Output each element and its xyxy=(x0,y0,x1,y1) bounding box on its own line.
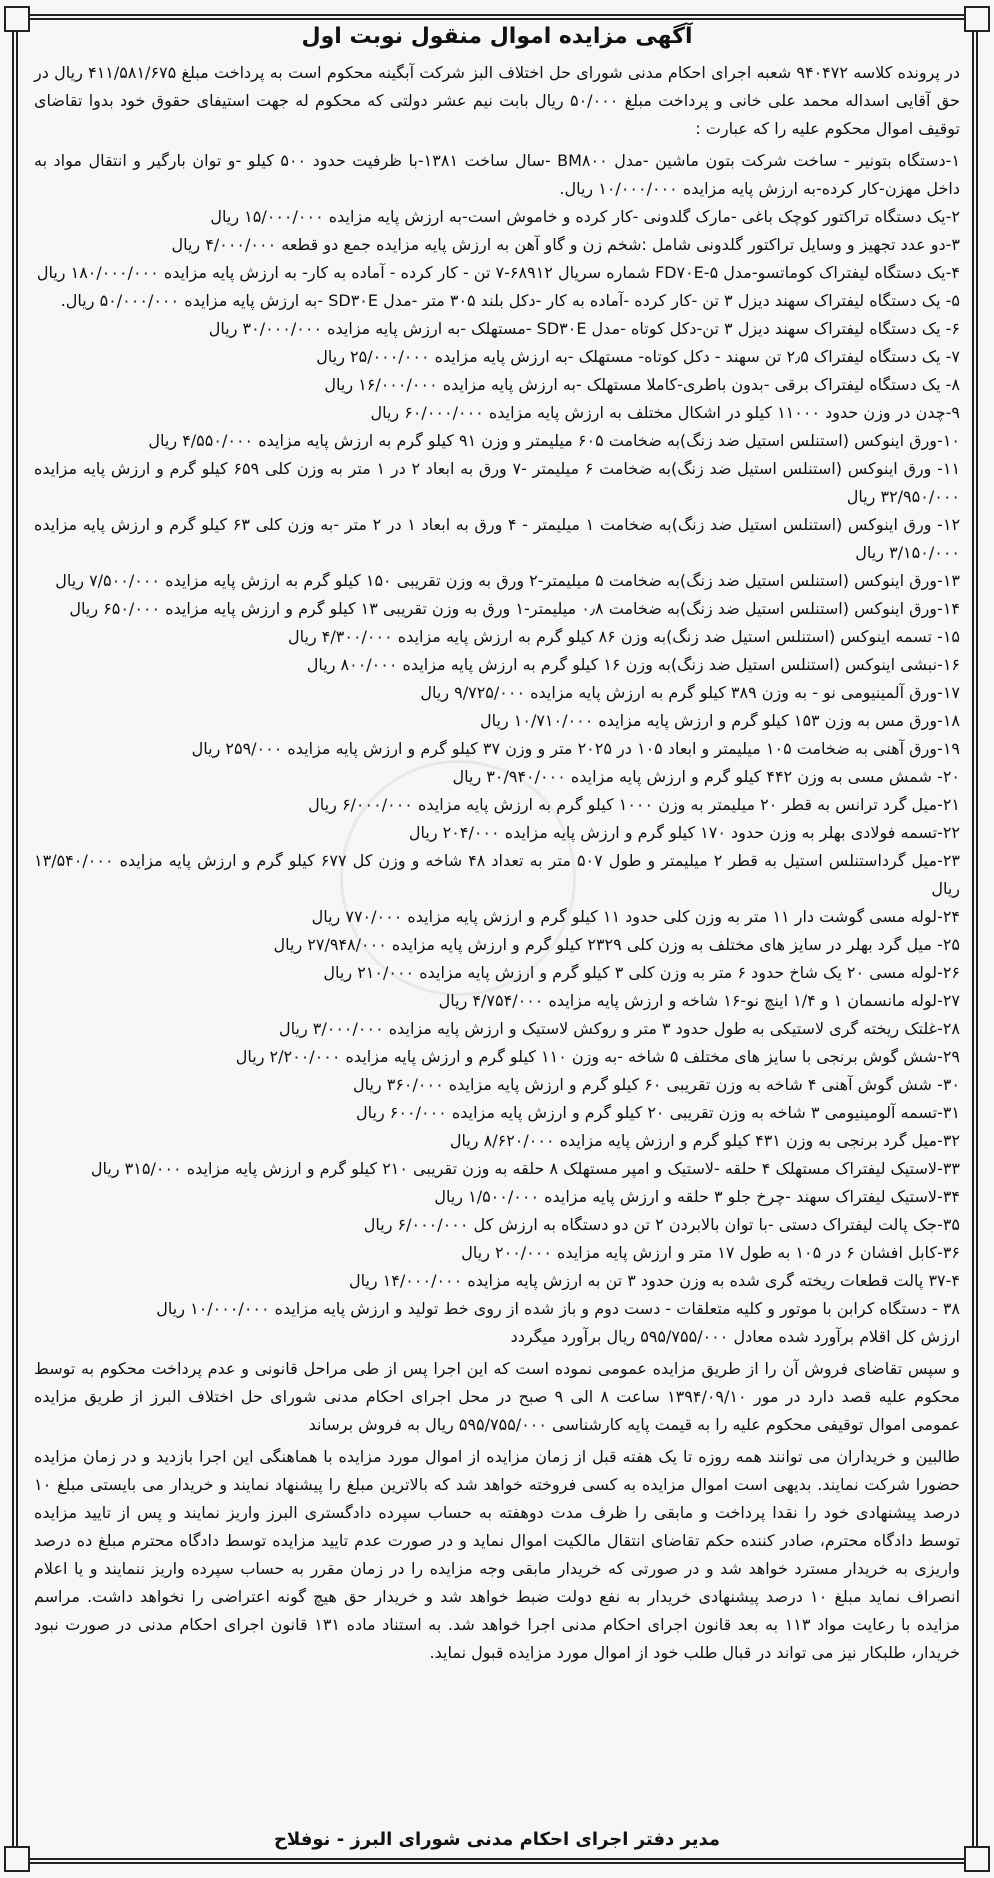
body-paragraph-1: و سپس تقاضای فروش آن را از طریق مزایده عمومی نموده است که این اجرا پس از طی مراحل قانونی و عدم پرداخت محکوم به توسط محکوم علیه قصد دارد در مور ۱۳۹۴/۰۹/۱۰ ساعت ۸ الی ۹ صبح در محل اجرای احکام مدنی شورای حل اختلاف البرز از طریق مزایده عمومی اموال توقیفی محکوم علیه را به قیمت پایه کارشناسی ۵۹۵/۷۵۵/۰۰۰ ریال به فروش برساند xyxy=(34,1359,960,1434)
list-item: ۲-یک دستگاه تراکتور کوچک باغی -مارک گلدونی -کار کرده و خاموش است-به ارزش پایه مزایده ۱۵/۰۰۰/۰۰۰ ریال xyxy=(210,207,960,226)
list-item: ۱۶-نبشی اینوکس (استنلس استیل ضد زنگ)به وزن ۱۶ کیلو گرم به ارزش پایه مزایده ۸۰۰/۰۰۰ ریال xyxy=(306,655,960,674)
corner-ornament xyxy=(964,1846,990,1872)
intro-paragraph: در پرونده کلاسه ۹۴۰۴۷۲ شعبه اجرای احکام مدنی شورای حل اختلاف البز شرکت آبگینه محکوم است به پرداخت مبلغ ۴۱۱/۵۸۱/۶۷۵ ریال در حق آقایی اسداله محمد علی خانی و پرداخت مبلغ ۵۰/۰۰۰ ریال بابت نیم عشر دولتی که محکوم له جهت استیفای حقوق خود بدوا تقاضای توقیف اموال محکوم علیه را که عبارت : xyxy=(34,63,961,138)
list-item: ۲۲-تسمه فولادی بهلر به وزن حدود ۱۷۰ کیلو گرم و ارزش پایه مزایده ۲۰۴/۰۰۰ ریال xyxy=(408,823,960,842)
list-item: ۷- یک دستگاه لیفتراک ۲٫۵ تن سهند - دکل کوتاه- مستهلک -به ارزش پایه مزایده ۲۵/۰۰۰/۰۰۰ ریال xyxy=(316,347,960,366)
list-item: ۱-دستگاه بتونیر - ساخت شرکت بتون ماشین -مدل BM۸۰۰ -سال ساخت ۱۳۸۱-با ظرفیت حدود ۵۰۰ کیلو -و توان بارگیر و انتقال مواد به داخل مهزن-کار کرده-به ارزش پایه مزایده ۱۰/۰۰۰/۰۰۰ ریال. xyxy=(34,151,961,198)
corner-ornament xyxy=(964,6,990,32)
list-item: ۳۴-لاستیک لیفتراک سهند -چرخ جلو ۳ حلقه و ارزش پایه مزایده ۱/۵۰۰/۰۰۰ ریال xyxy=(434,1187,960,1206)
list-item: ۲۶-لوله مسی ۲۰ یک شاخ حدود ۶ متر به وزن کلی ۳ کیلو گرم و ارزش پایه مزایده ۲۱۰/۰۰۰ ریال xyxy=(323,963,960,982)
notice-title: آگهی مزایده اموال منقول نوبت اول xyxy=(301,24,693,49)
notice-content xyxy=(34,22,960,1854)
corner-ornament xyxy=(4,1846,30,1872)
list-item: ۴-یک دستگاه لیفتراک کوماتسو-مدل FD۷۰E-۵ شماره سریال ۶۸۹۱۲-۷ تن - کار کرده - آماده به کار- به ارزش پایه مزایده ۱۸۰/۰۰۰/۰۰۰ ریال xyxy=(36,263,960,282)
list-item: ۲۱-میل گرد ترانس به قطر ۲۰ میلیمتر به وزن ۱۰۰۰ کیلو گرم به ارزش پایه مزایده ۶/۰۰۰/۰۰۰ ریال xyxy=(308,795,960,814)
list-item: ۳۵-جک پالت لیفتراک دستی -با توان بالابردن ۲ تن دو دستگاه به ارزش کل ۶/۰۰۰/۰۰۰ ریال xyxy=(363,1215,960,1234)
list-item: ۳۰- شش گوش آهنی ۴ شاخه به وزن تقریبی ۶۰ کیلو گرم و ارزش پایه مزایده ۳۶۰/۰۰۰ ریال xyxy=(352,1075,960,1094)
list-item: ۲۸-غلتک ریخته گری لاستیکی به طول حدود ۳ متر و روکش لاستیک و ارزش پایه مزایده ۳/۰۰۰/۰۰۰ ریال xyxy=(278,1019,960,1038)
corner-ornament xyxy=(4,6,30,32)
list-item: ۶- یک دستگاه لیفتراک سهند دیزل ۳ تن-دکل کوتاه -مدل SD۳۰E -مستهلک -به ارزش پایه مزایده ۳۰/۰۰۰/۰۰۰ ریال xyxy=(208,319,960,338)
list-item: ۸- یک دستگاه لیفتراک برقی -بدون باطری-کاملا مستهلک -به ارزش پایه مزایده ۱۶/۰۰۰/۰۰۰ ریال xyxy=(324,375,960,394)
list-item: ۱۲- ورق اینوکس (استنلس استیل ضد زنگ)به ضخامت ۱ میلیمتر - ۴ ورق به ابعاد ۱ در ۲ متر -به وزن کلی ۶۳ کیلو گرم و ارزش پایه مزایده ۳/۱۵۰/۰۰۰ ریال xyxy=(34,515,961,562)
list-item: ۲۳-میل گرداستنلس استیل به قطر ۲ میلیمتر و طول ۵۰۷ متر به تعداد ۴۸ شاخه و وزن کل ۶۷۷ کیلو گرم و ارزش پایه مزایده ۱۳/۵۴۰/۰۰۰ ریال xyxy=(34,851,960,898)
list-item: ۱۰-ورق اینوکس (استنلس استیل ضد زنگ)به ضخامت ۶۰۵ میلیمتر و وزن ۹۱ کیلو گرم به ارزش پایه مزایده ۴/۵۵۰/۰۰۰ ریال xyxy=(148,431,960,450)
list-item: ۱۹-ورق آهنی به ضخامت ۱۰۵ میلیمتر و ابعاد ۱۰۵ در ۲۰۲۵ متر و وزن ۳۷ کیلو گرم و ارزش پایه مزایده ۲۵۹/۰۰۰ ریال xyxy=(191,739,960,758)
list-item: ۱۳-ورق اینوکس (استنلس استیل ضد زنگ)به ضخامت ۵ میلیمتر-۲ ورق به وزن تقریبی ۱۵۰ کیلو گرم به ارزش پایه مزایده ۷/۵۰۰/۰۰۰ ریال xyxy=(55,571,960,590)
list-item: ۳۱-تسمه آلومینیومی ۳ شاخه به وزن تقریبی ۲۰ کیلو گرم و ارزش پایه مزایده ۶۰۰/۰۰۰ ریال xyxy=(356,1103,960,1122)
list-item: ۵- یک دستگاه لیفتراک سهند دیزل ۳ تن -کار کرده -آماده به کار -دکل بلند ۳۰۵ متر -مدل SD۳۰E -به ارزش پایه مزایده ۵۰/۰۰۰/۰۰۰ ریال. xyxy=(60,291,960,310)
list-item: ۲۰- شمش مسی به وزن ۴۴۲ کیلو گرم و ارزش پایه مزایده ۳۰/۹۴۰/۰۰۰ ریال xyxy=(452,767,960,786)
list-item: ۲۹-شش گوش برنجی با سایز های مختلف ۵ شاخه -به وزن ۱۱۰ کیلو گرم و ارزش پایه مزایده ۲/۲۰۰/۰۰۰ ریال xyxy=(235,1047,960,1066)
body-paragraph-2: طالبین و خریداران می توانند همه روزه تا یک هفته قبل از زمان مزایده از اموال مورد مزایده با هماهنگی این اجرا بازدید و در زمان مزایده حضورا شرکت نمایند. بدیهی است اموال مزایده به کسی فروخته خواهد شد که بالاترین مبلغ را پیشنهاد نمایند و خریدار می بایستی مبلغ ۱۰ درصد پیشنهادی خود را نقدا پرداخت و مابقی را ظرف مدت دوهفته به حساب سپرده دادگستری البرز واریز نمایند و پس از تایید مزایده توسط دادگاه محترم، صادر کننده حکم تقاضای انتقال مالکیت اموال نماید و در صورت عدم تایید مزایده توسط دادگاه محترم مبلغ ده درصد واریزی به خریدار مسترد خواهد شد و در صورتی که خریدار مابقی وجه مزایده را در زمان مقرر به حساب سپرده واریز ننمایند و یا اعلام انصراف نماید مبلغ ۱۰ درصد پیشنهادی خریدار به نفع دولت ضبط خواهد شد و خریدار حق هیچ گونه اعتراضی را نخواهد داشت. مراسم مزایده با رعایت مواد ۱۱۳ به بعد قانون اجرای احکام مدنی اجرا خواهد شد. به استناد ماده ۱۳۱ قانون اجرای احکام مدنی در صورت نبود خریدار، طلبکار نیز می تواند در قبال طلب خود از اموال مورد مزایده قبول نماید. xyxy=(34,1447,961,1662)
list-item: ۱۷-ورق آلمینیومی نو - به وزن ۳۸۹ کیلو گرم به ارزش پایه مزایده ۹/۷۲۵/۰۰۰ ریال xyxy=(420,683,960,702)
list-item: ۹-چدن در وزن حدود ۱۱۰۰۰ کیلو در اشکال مختلف به ارزش پایه مزایده ۶۰/۰۰۰/۰۰۰ ریال xyxy=(370,403,960,422)
notice-signature: مدیر دفتر اجرای احکام مدنی شورای البرز - نوفلاح xyxy=(273,1829,721,1850)
list-item: ۲۷-لوله مانسمان ۱ و ۱/۴ اینچ نو-۱۶ شاخه و ارزش پایه مزایده ۴/۷۵۴/۰۰۰ ریال xyxy=(438,991,960,1010)
total-value: ارزش کل اقلام برآورد شده معادل ۵۹۵/۷۵۵/۰۰۰ ریال برآورد میگردد xyxy=(510,1327,960,1346)
list-item: ۱۸-ورق مس به وزن ۱۵۳ کیلو گرم و ارزش پایه مزایده ۱۰/۷۱۰/۰۰۰ ریال xyxy=(479,711,960,730)
item-list xyxy=(34,147,960,1323)
list-item: ۲۴-لوله مسی گوشت دار ۱۱ متر به وزن کلی حدود ۱۱ کیلو گرم و ارزش پایه مزایده ۷۷۰/۰۰۰ ریال xyxy=(311,907,960,926)
list-item: ۳۳-لاستیک لیفتراک مستهلک ۴ حلقه -لاستیک و امپر مستهلک ۸ حلقه به وزن تقریبی ۲۱۰ کیلو گرم و ارزش پایه مزایده ۳۱۵/۰۰۰ ریال xyxy=(90,1159,960,1178)
list-item: ۳۷-۴ پالت قطعات ریخته گری شده به وزن حدود ۳ تن به ارزش پایه مزایده ۱۴/۰۰۰/۰۰۰ ریال xyxy=(348,1271,960,1290)
list-item: ۳۸ - دستگاه کرابن با موتور و کلیه متعلقات - دست دوم و باز شده از روی خط تولید و ارزش پایه مزایده ۱۰/۰۰۰/۰۰۰ ریال xyxy=(156,1299,960,1318)
list-item: ۱۵- تسمه اینوکس (استنلس استیل ضد زنگ)به وزن ۸۶ کیلو گرم به ارزش پایه مزایده ۴/۳۰۰/۰۰۰ ریال xyxy=(288,627,960,646)
list-item: ۲۵- میل گرد بهلر در سایز های مختلف به وزن کلی ۲۳۲۹ کیلو گرم و ارزش پایه مزایده ۲۷/۹۴۸/۰۰۰ ریال xyxy=(273,935,960,954)
list-item: ۱۱- ورق اینوکس (استنلس استیل ضد زنگ)به ضخامت ۶ میلیمتر -۷ ورق به ابعاد ۲ در ۱ متر به وزن کلی ۶۵۹ کیلو گرم و ارزش پایه مزایده ۳۲/۹۵۰/۰۰۰ ریال xyxy=(34,459,961,506)
list-item: ۳۲-میل گرد برنجی به وزن ۴۳۱ کیلو گرم و ارزش پایه مزایده ۸/۶۲۰/۰۰۰ ریال xyxy=(449,1131,960,1150)
list-item: ۱۴-ورق اینوکس (استنلس استیل ضد زنگ)به ضخامت ۰٫۸ میلیمتر-۱ ورق به وزن تقریبی ۱۳ کیلو گرم و ارزش پایه مزایده ۶۵۰/۰۰۰ ریال xyxy=(69,599,960,618)
list-item: ۳-دو عدد تجهیز و وسایل تراکتور گلدونی شامل :شخم زن و گاو آهن به ارزش پایه مزایده جمع دو قطعه ۴/۰۰۰/۰۰۰ ریال xyxy=(171,235,960,254)
list-item: ۳۶-کابل افشان ۶ در ۱۰۵ به طول ۱۷ متر و ارزش پایه مزایده ۲۰۰/۰۰۰ ریال xyxy=(461,1243,960,1262)
